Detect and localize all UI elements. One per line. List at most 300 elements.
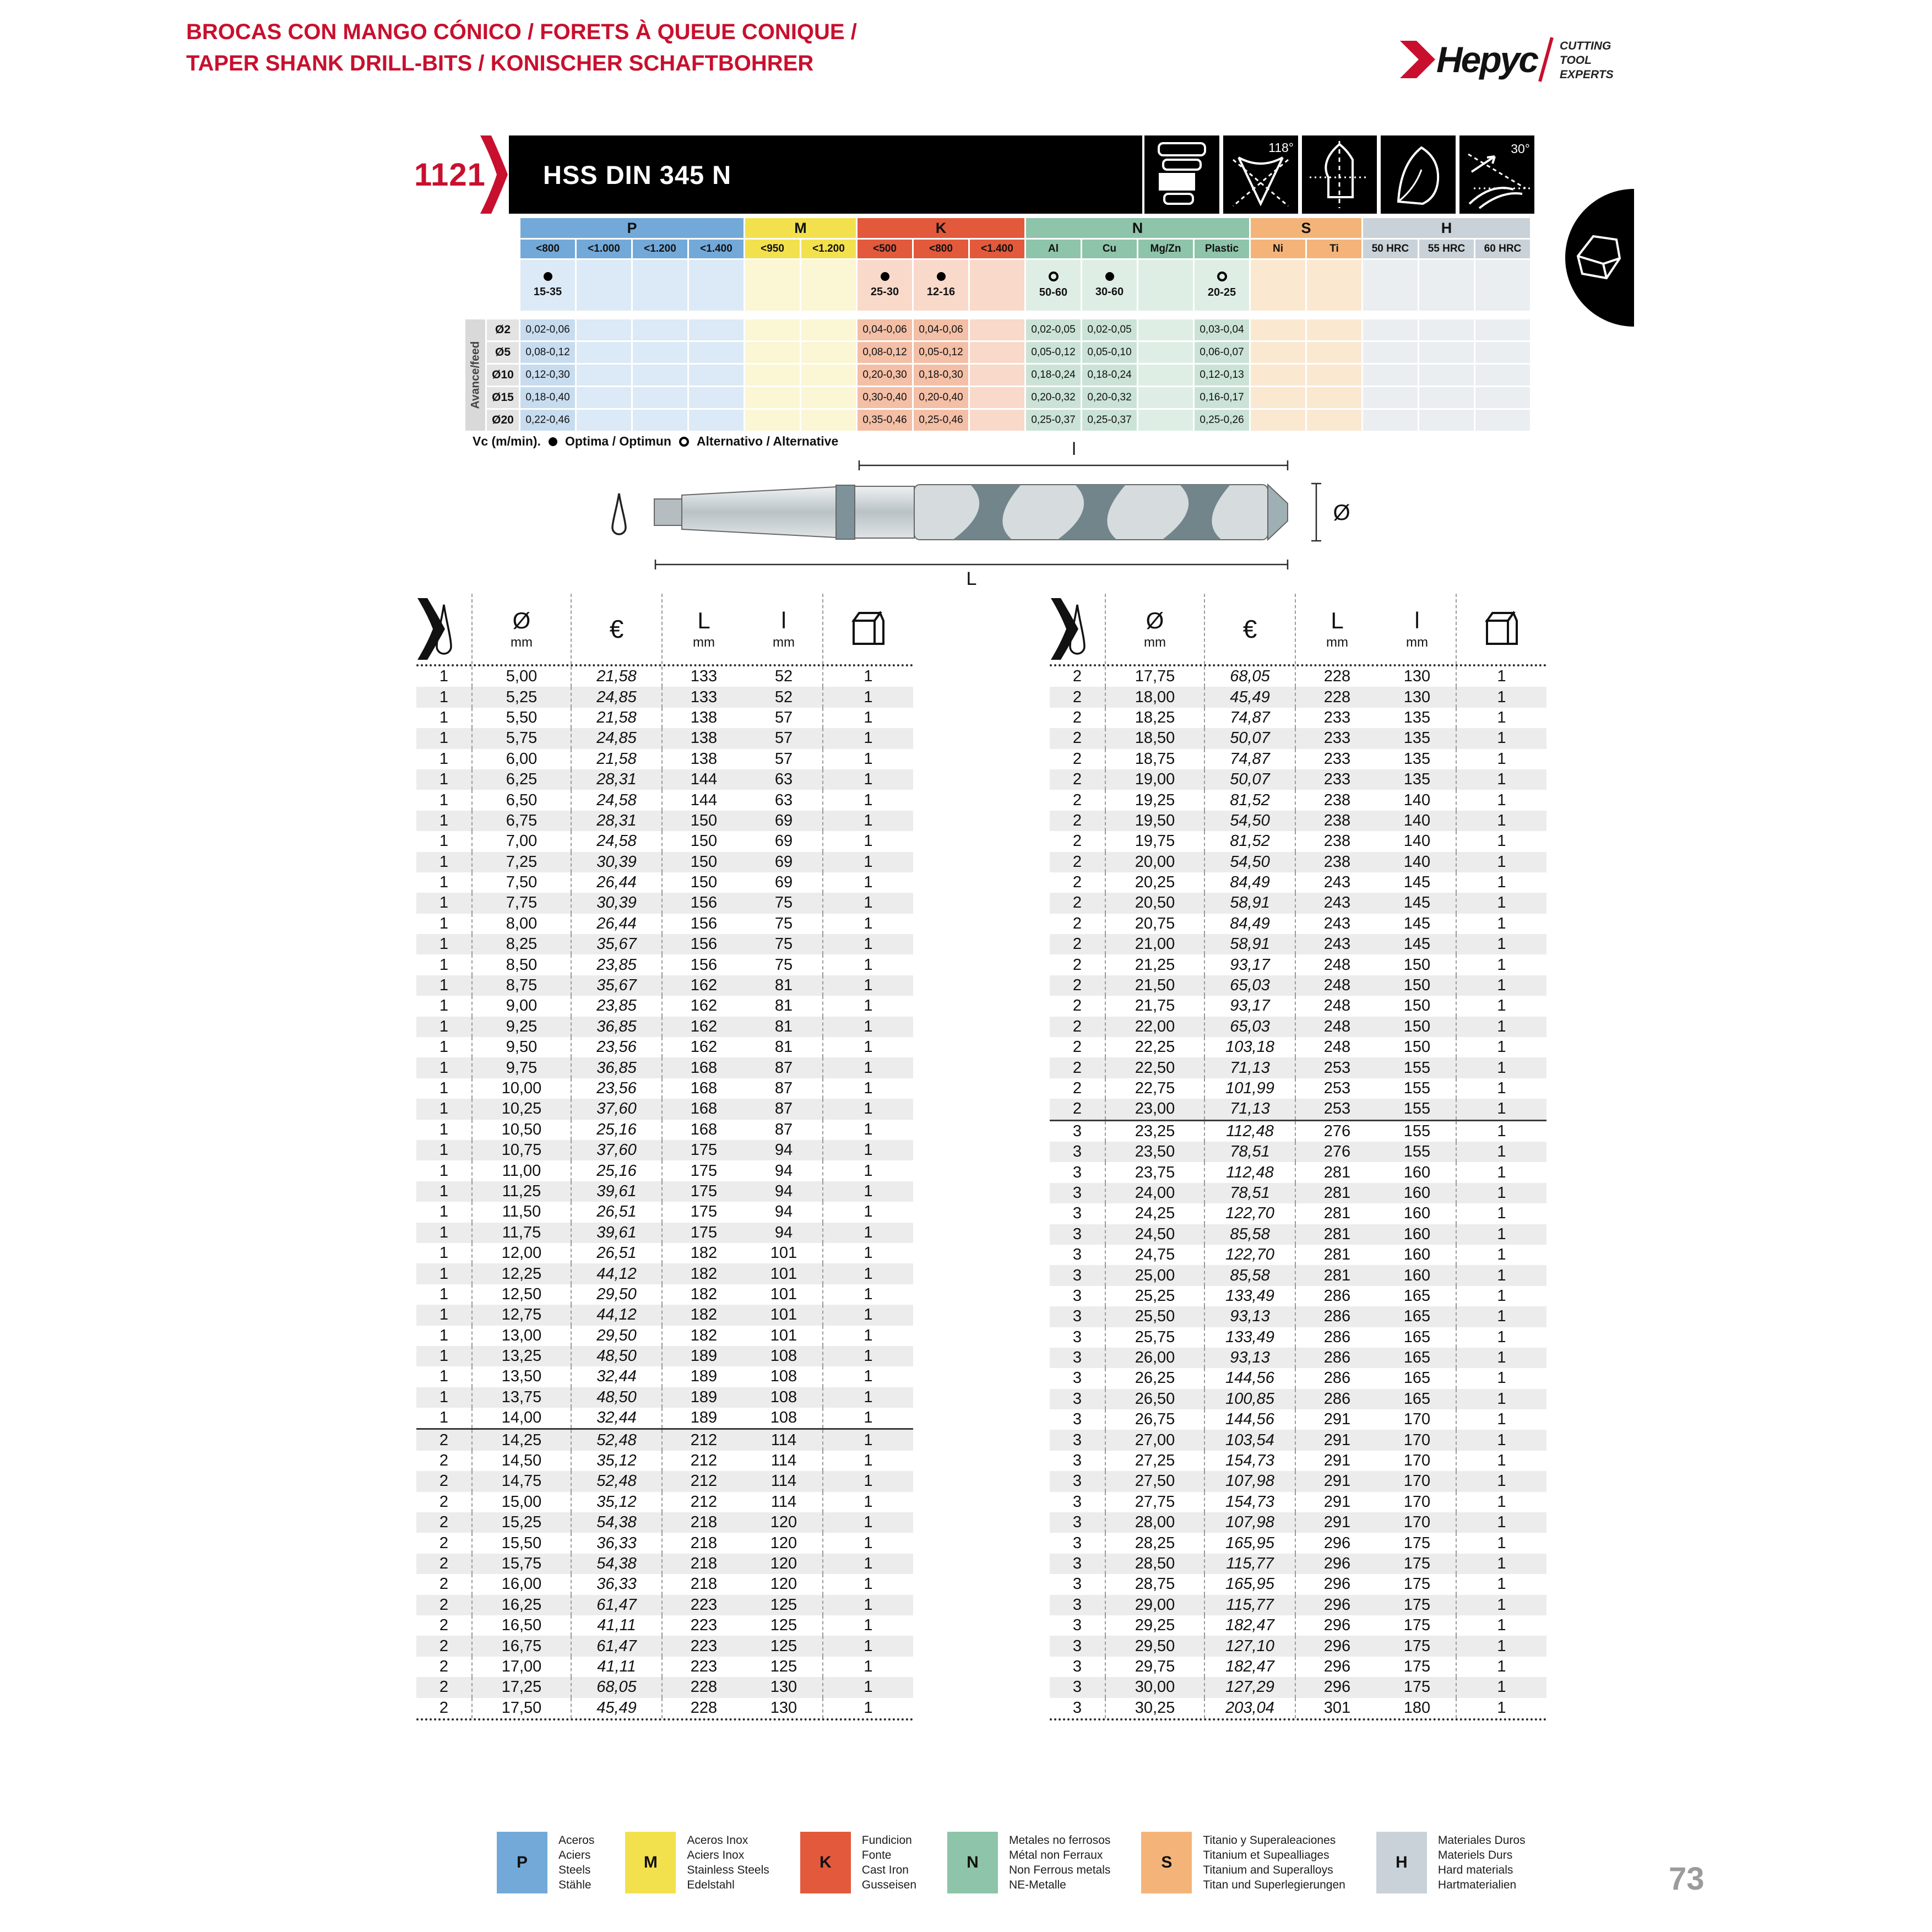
- total-length-cell: 296: [1295, 1554, 1379, 1574]
- price-row: [416, 1471, 913, 1491]
- cone-cell: 3: [1072, 1513, 1082, 1532]
- price-cell: 23,56: [571, 1037, 661, 1057]
- material-group-header: M: [745, 218, 856, 238]
- flute-length-cell: 101: [770, 1285, 797, 1303]
- price-row: [416, 893, 913, 913]
- cone-cell: 3: [1072, 1698, 1082, 1717]
- diameter-cell: 23,25: [1105, 1121, 1204, 1142]
- cone-cell: 1: [439, 1079, 449, 1097]
- cone-cell: 3: [1072, 1472, 1082, 1490]
- flute-length-cell: 135: [1403, 770, 1431, 789]
- pack-qty-cell: 1: [822, 1243, 913, 1263]
- total-length-cell: 296: [1295, 1533, 1379, 1553]
- pack-qty-cell: 1: [822, 914, 913, 934]
- cone-cell: 1: [439, 1182, 449, 1200]
- flute-length-cell: 175: [1403, 1554, 1431, 1572]
- price-cell: 44,12: [571, 1263, 661, 1284]
- pack-qty-cell: 1: [1456, 1430, 1546, 1450]
- price-cell: 58,91: [1204, 934, 1295, 954]
- price-cell: 93,17: [1204, 954, 1295, 975]
- pack-qty-cell: 1: [822, 1492, 913, 1512]
- feed-cell: [1138, 319, 1193, 340]
- cone-cell: 3: [1072, 1575, 1082, 1593]
- total-length-cell: 291: [1295, 1430, 1379, 1450]
- pack-qty-cell: 1: [1456, 1657, 1546, 1677]
- feed-cell: [577, 342, 631, 363]
- price-cell: 84,49: [1204, 914, 1295, 934]
- price-cell: 203,04: [1204, 1698, 1295, 1718]
- pack-qty-cell: 1: [822, 934, 913, 954]
- diameter-cell: 8,50: [471, 954, 571, 975]
- total-length-cell: 253: [1295, 1099, 1379, 1119]
- total-length-cell: 253: [1295, 1057, 1379, 1078]
- feed-cell: 0,18-0,40: [520, 387, 575, 408]
- price-row: [1050, 1224, 1546, 1245]
- cone-cell: 3: [1072, 1328, 1082, 1346]
- diameter-cell: 13,50: [471, 1366, 571, 1387]
- price-cell: 24,58: [571, 831, 661, 851]
- total-length-cell: 212: [661, 1492, 745, 1512]
- feed-cell: 0,02-0,06: [520, 319, 575, 340]
- cone-cell: 2: [439, 1698, 449, 1717]
- pack-qty-cell: 1: [1456, 1162, 1546, 1182]
- feed-cell: 0,35-0,46: [858, 410, 912, 431]
- diameter-cell: 5,75: [471, 728, 571, 748]
- price-row: [1050, 1120, 1546, 1142]
- price-row: [416, 1223, 913, 1243]
- total-length-cell: 296: [1295, 1595, 1379, 1615]
- total-length-cell: 150: [661, 811, 745, 831]
- cone-cell: 2: [1072, 1079, 1082, 1097]
- feed-cell: [1363, 342, 1418, 363]
- price-cell: 39,61: [571, 1181, 661, 1202]
- total-length-cell: 238: [1295, 831, 1379, 851]
- optima-label: Optima / Optimun: [565, 434, 671, 448]
- flute-length-cell: 101: [770, 1326, 797, 1344]
- flute-length-cell: 114: [770, 1431, 797, 1449]
- label-L: L: [966, 568, 977, 587]
- flute-length-cell: 140: [1403, 791, 1431, 809]
- cone-cell: 1: [439, 750, 449, 768]
- flute-length-cell: 63: [774, 791, 793, 809]
- total-length-cell: 248: [1295, 954, 1379, 975]
- material-legend: [497, 1832, 1526, 1893]
- price-cell: 45,49: [1204, 687, 1295, 707]
- column-header-flute-length: l mm: [1406, 607, 1428, 650]
- pack-qty-cell: 1: [822, 1181, 913, 1202]
- pack-qty-cell: 1: [1456, 1306, 1546, 1327]
- cone-cell: 1: [439, 1120, 449, 1138]
- brand-tagline-1: CUTTING: [1560, 40, 1611, 52]
- diameter-cell: 26,75: [1105, 1409, 1204, 1430]
- feed-cell: [577, 319, 631, 340]
- pack-qty-cell: 1: [822, 1574, 913, 1594]
- total-length-cell: 138: [661, 749, 745, 769]
- price-cell: 71,13: [1204, 1099, 1295, 1119]
- feed-row-label: Ø2: [487, 319, 519, 340]
- price-cell: 29,50: [571, 1284, 661, 1305]
- diameter-cell: 22,50: [1105, 1057, 1204, 1078]
- pack-qty-cell: 1: [822, 811, 913, 831]
- vc-cell: [1419, 260, 1474, 311]
- label-diameter: Ø: [1333, 501, 1350, 525]
- legend-item-K: [800, 1832, 916, 1893]
- cone-cell: 2: [1072, 688, 1082, 706]
- diameter-cell: 5,50: [471, 708, 571, 728]
- vc-cell: 20-25: [1195, 260, 1249, 311]
- price-row: [416, 914, 913, 934]
- price-row: [1050, 996, 1546, 1016]
- cone-cell: 3: [1072, 1678, 1082, 1696]
- box-icon: [850, 611, 887, 647]
- price-row: [1050, 687, 1546, 707]
- total-length-cell: 189: [661, 1366, 745, 1387]
- legend-item-M: [625, 1832, 769, 1893]
- cone-cell: 3: [1072, 1163, 1082, 1181]
- feed-cell: [1419, 319, 1474, 340]
- pack-qty-cell: 1: [1456, 1533, 1546, 1553]
- column-header-total-length: L mm: [661, 594, 745, 664]
- feed-cell: [633, 410, 687, 431]
- total-length-cell: 243: [1295, 872, 1379, 893]
- price-cell: 24,85: [571, 687, 661, 707]
- price-cell: 35,67: [571, 975, 661, 996]
- flute-length-cell: 87: [774, 1059, 793, 1077]
- flute-length-cell: 101: [770, 1265, 797, 1283]
- total-length-cell: 218: [661, 1554, 745, 1574]
- total-length-cell: 301: [1295, 1698, 1379, 1718]
- total-length-cell: 296: [1295, 1636, 1379, 1656]
- diameter-cell: 18,75: [1105, 749, 1204, 769]
- diameter-cell: 13,75: [471, 1387, 571, 1408]
- flute-length-cell: 69: [774, 832, 793, 850]
- cone-cell: 3: [1072, 1493, 1082, 1511]
- flute-length-cell: 108: [770, 1409, 797, 1427]
- price-row: [416, 708, 913, 728]
- flute-length-cell: 150: [1403, 976, 1431, 995]
- price-row: [416, 1243, 913, 1263]
- diameter-cell: 20,75: [1105, 914, 1204, 934]
- flute-length-cell: 75: [774, 914, 793, 932]
- column-header-packing: [1456, 594, 1546, 664]
- diameter-cell: 28,75: [1105, 1574, 1204, 1594]
- price-row: [1050, 975, 1546, 996]
- cone-cell: 1: [439, 1285, 449, 1303]
- diameter-cell: 9,50: [471, 1037, 571, 1057]
- total-length-cell: 281: [1295, 1224, 1379, 1245]
- flute-length-cell: 120: [770, 1513, 797, 1532]
- label-l: l: [1072, 441, 1076, 459]
- price-row: [1050, 1037, 1546, 1057]
- total-length-cell: 212: [661, 1471, 745, 1491]
- feed-cell: [1363, 410, 1418, 431]
- price-row: [1050, 1471, 1546, 1491]
- flute-length-cell: 175: [1403, 1534, 1431, 1552]
- pack-qty-cell: 1: [1456, 1368, 1546, 1388]
- diameter-cell: 7,75: [471, 893, 571, 913]
- price-row: [1050, 1451, 1546, 1471]
- column-header-flute-length: l mm: [773, 607, 795, 650]
- price-cell: 54,50: [1204, 811, 1295, 831]
- flute-length-cell: 130: [1403, 667, 1431, 686]
- feed-cell: 0,08-0,12: [520, 342, 575, 363]
- flute-length-cell: 108: [770, 1347, 797, 1365]
- flute-length-cell: 150: [1403, 997, 1431, 1015]
- price-row: [1050, 1017, 1546, 1037]
- cone-cell: 2: [439, 1637, 449, 1655]
- feed-cell: [801, 410, 856, 431]
- diameter-cell: 26,25: [1105, 1368, 1204, 1388]
- vc-cell: [745, 260, 800, 311]
- cone-cell: 2: [1072, 1100, 1082, 1118]
- feed-cell: 0,03-0,04: [1195, 319, 1249, 340]
- total-length-cell: 223: [661, 1615, 745, 1636]
- total-length-cell: 156: [661, 954, 745, 975]
- price-cell: 182,47: [1204, 1615, 1295, 1636]
- flute-length-cell: 52: [774, 667, 793, 686]
- flute-length-cell: 150: [1403, 1038, 1431, 1056]
- diameter-cell: 11,50: [471, 1202, 571, 1222]
- pack-qty-cell: 1: [822, 1223, 913, 1243]
- price-row: [1050, 1348, 1546, 1368]
- flute-length-cell: 81: [774, 1017, 793, 1035]
- cone-cell: 1: [439, 811, 449, 829]
- flute-length-cell: 52: [774, 688, 793, 706]
- flute-length-cell: 170: [1403, 1513, 1431, 1532]
- price-row: [416, 1037, 913, 1057]
- flute-length-cell: 145: [1403, 935, 1431, 953]
- total-length-cell: 150: [661, 852, 745, 872]
- cone-cell: 2: [439, 1452, 449, 1470]
- cone-cell: 2: [1072, 1038, 1082, 1056]
- diameter-cell: 11,00: [471, 1160, 571, 1181]
- feed-cell: [1307, 319, 1361, 340]
- total-length-cell: 243: [1295, 934, 1379, 954]
- cone-cell: 3: [1072, 1595, 1082, 1614]
- flute-length-cell: 114: [770, 1452, 797, 1470]
- price-row: [1050, 1286, 1546, 1306]
- price-row: [416, 1284, 913, 1305]
- flute-length-cell: 130: [770, 1698, 797, 1717]
- price-cell: 127,29: [1204, 1677, 1295, 1697]
- total-length-cell: 162: [661, 975, 745, 996]
- legend-item-N: [947, 1832, 1110, 1893]
- cone-cell: 2: [1072, 770, 1082, 789]
- total-length-cell: 175: [661, 1202, 745, 1222]
- price-cell: 81,52: [1204, 790, 1295, 810]
- price-row: [416, 749, 913, 769]
- feed-cell: [689, 342, 744, 363]
- vc-cell: 12-16: [914, 260, 968, 311]
- price-row: [1050, 1389, 1546, 1409]
- price-row: [1050, 1368, 1546, 1388]
- feed-cell: [1419, 365, 1474, 386]
- material-subcolumn-header: <1.200: [801, 240, 856, 258]
- flute-length-cell: 165: [1403, 1390, 1431, 1408]
- cone-cell: 2: [439, 1595, 449, 1614]
- feed-cell: 0,20-0,32: [1026, 387, 1081, 408]
- flute-length-cell: 87: [774, 1079, 793, 1097]
- point-angle-icon: [1223, 135, 1298, 214]
- feed-cell: 0,18-0,30: [914, 365, 968, 386]
- price-cell: 26,51: [571, 1202, 661, 1222]
- pack-qty-cell: 1: [822, 1430, 913, 1450]
- feed-cell: 0,18-0,24: [1082, 365, 1137, 386]
- price-cell: 35,12: [571, 1451, 661, 1471]
- diameter-cell: 20,00: [1105, 852, 1204, 872]
- feed-cell: [689, 319, 744, 340]
- feed-cell: [1251, 319, 1305, 340]
- price-row: [1050, 934, 1546, 954]
- price-row: [416, 975, 913, 996]
- price-row: [1050, 1306, 1546, 1327]
- flute-length-cell: 94: [774, 1223, 793, 1241]
- feed-cell: 0,08-0,12: [858, 342, 912, 363]
- total-length-cell: 296: [1295, 1657, 1379, 1677]
- diameter-cell: 22,75: [1105, 1078, 1204, 1099]
- total-length-cell: 238: [1295, 790, 1379, 810]
- material-subcolumn-header: Ni: [1251, 240, 1305, 258]
- diameter-cell: 19,25: [1105, 790, 1204, 810]
- feed-row-label: Ø15: [487, 387, 519, 408]
- pack-qty-cell: 1: [1456, 1327, 1546, 1348]
- flute-face-icon: [1381, 135, 1456, 214]
- price-cell: 23,85: [571, 996, 661, 1016]
- diameter-cell: 18,25: [1105, 708, 1204, 728]
- diameter-cell: 16,75: [471, 1636, 571, 1656]
- price-row: [416, 934, 913, 954]
- price-table-header: [416, 594, 913, 666]
- flute-length-cell: 135: [1403, 708, 1431, 726]
- flute-length-cell: 160: [1403, 1225, 1431, 1243]
- material-subcolumn-header: Plastic: [1195, 240, 1249, 258]
- pack-qty-cell: 1: [822, 1346, 913, 1366]
- feed-cell: 0,02-0,05: [1026, 319, 1081, 340]
- cone-cell: 1: [439, 770, 449, 789]
- price-cell: 154,73: [1204, 1492, 1295, 1512]
- legend-item-S: [1141, 1832, 1345, 1893]
- price-row: [416, 1408, 913, 1428]
- diameter-cell: 7,25: [471, 852, 571, 872]
- pack-qty-cell: 1: [822, 1615, 913, 1636]
- diameter-cell: 25,50: [1105, 1306, 1204, 1327]
- total-length-cell: 175: [661, 1181, 745, 1202]
- flute-length-cell: 87: [774, 1100, 793, 1118]
- product-name-banner: [509, 135, 1142, 214]
- price-row: [416, 1140, 913, 1160]
- page-title-line2: TAPER SHANK DRILL-BITS / KONISCHER SCHAFTBOHRER: [186, 51, 814, 75]
- cone-cell: 1: [439, 1244, 449, 1262]
- price-cell: 115,77: [1204, 1595, 1295, 1615]
- pack-qty-cell: 1: [1456, 1389, 1546, 1409]
- price-row: [416, 1533, 913, 1553]
- flute-length-cell: 140: [1403, 832, 1431, 850]
- diameter-cell: 14,50: [471, 1451, 571, 1471]
- vc-cell: [1251, 260, 1305, 311]
- price-cell: 30,39: [571, 893, 661, 913]
- price-cell: 65,03: [1204, 975, 1295, 996]
- cone-cell: 2: [439, 1575, 449, 1593]
- pack-qty-cell: 1: [822, 1451, 913, 1471]
- price-cell: 26,51: [571, 1243, 661, 1263]
- price-cell: 78,51: [1204, 1183, 1295, 1203]
- point-angle-label: 118°: [1268, 140, 1294, 155]
- price-row: [1050, 1595, 1546, 1615]
- total-length-cell: 133: [661, 687, 745, 707]
- flute-length-cell: 114: [770, 1493, 797, 1511]
- cone-cell: 1: [439, 1347, 449, 1365]
- flute-length-cell: 170: [1403, 1431, 1431, 1449]
- shank-profile-icon: [1144, 135, 1219, 214]
- column-header-total-length: L mm: [1295, 594, 1379, 664]
- price-cell: 35,12: [571, 1492, 661, 1512]
- feed-cell: [1363, 365, 1418, 386]
- cone-cell: 2: [1072, 853, 1082, 871]
- flute-length-cell: 170: [1403, 1493, 1431, 1511]
- total-length-cell: 286: [1295, 1286, 1379, 1306]
- price-row: [416, 666, 913, 687]
- price-row: [416, 1181, 913, 1202]
- price-cell: 74,87: [1204, 749, 1295, 769]
- total-length-cell: 175: [661, 1223, 745, 1243]
- cone-cell: 1: [439, 894, 449, 912]
- pack-qty-cell: 1: [822, 954, 913, 975]
- feed-cell: [1475, 410, 1530, 431]
- product-code: 1121: [414, 156, 486, 193]
- price-row: [416, 1366, 913, 1387]
- price-cell: 61,47: [571, 1636, 661, 1656]
- feed-cell: [1251, 410, 1305, 431]
- flute-length-cell: 140: [1403, 853, 1431, 871]
- cone-cell: 2: [439, 1513, 449, 1532]
- total-length-cell: 182: [661, 1326, 745, 1346]
- cone-cell: 1: [439, 1038, 449, 1056]
- cone-cell: 1: [439, 1017, 449, 1035]
- flute-length-cell: 175: [1403, 1595, 1431, 1614]
- pack-qty-cell: 1: [822, 893, 913, 913]
- pack-qty-cell: 1: [1456, 1037, 1546, 1057]
- optima-marker-icon: [1105, 272, 1114, 281]
- price-row: [416, 1677, 913, 1697]
- cone-cell: 2: [1072, 811, 1082, 829]
- flute-length-cell: 94: [774, 1203, 793, 1221]
- price-row: [416, 1387, 913, 1408]
- diameter-cell: 14,25: [471, 1430, 571, 1450]
- pack-qty-cell: 1: [1456, 1078, 1546, 1099]
- diameter-cell: 16,50: [471, 1615, 571, 1636]
- flute-length-cell: 165: [1403, 1369, 1431, 1387]
- feed-cell: [1138, 365, 1193, 386]
- flute-length-cell: 69: [774, 811, 793, 829]
- total-length-cell: 233: [1295, 769, 1379, 790]
- flute-length-cell: 160: [1403, 1163, 1431, 1181]
- flute-length-dimension: [859, 460, 1288, 470]
- price-cell: 154,73: [1204, 1451, 1295, 1471]
- total-length-cell: 218: [661, 1574, 745, 1594]
- diameter-cell: 12,00: [471, 1243, 571, 1263]
- vc-unit-label: Vc (m/min).: [473, 434, 541, 448]
- diameter-cell: 20,50: [1105, 893, 1204, 913]
- total-length-cell: 296: [1295, 1615, 1379, 1636]
- cone-cell: 3: [1072, 1616, 1082, 1635]
- pack-qty-cell: 1: [822, 666, 913, 687]
- pack-qty-cell: 1: [1456, 893, 1546, 913]
- feed-row-label: Ø10: [487, 365, 519, 386]
- diameter-cell: 10,00: [471, 1078, 571, 1099]
- page-title-line1: BROCAS CON MANGO CÓNICO / FORETS À QUEUE CONIQUE /: [186, 20, 857, 44]
- diameter-cell: 15,25: [471, 1512, 571, 1533]
- total-length-cell: 223: [661, 1657, 745, 1677]
